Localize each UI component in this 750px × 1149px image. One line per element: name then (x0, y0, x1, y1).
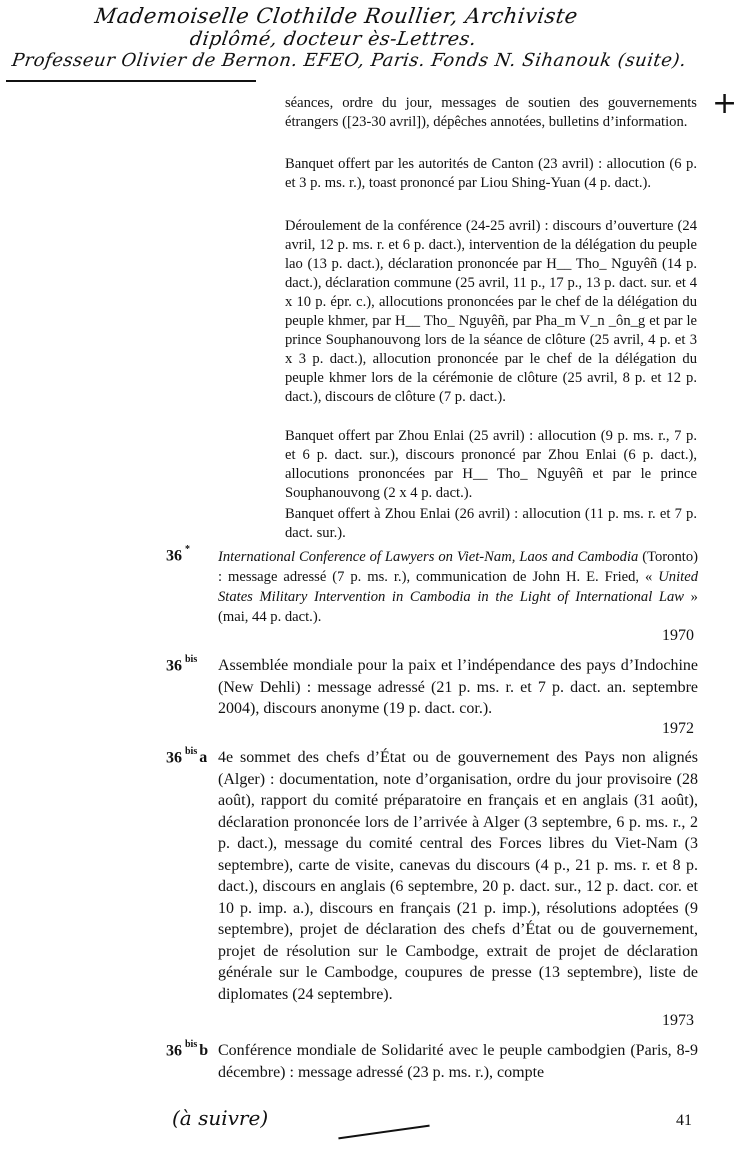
year-heading: 1973 (662, 1012, 694, 1029)
continuation-paragraph-4: Banquet offert par Zhou Enlai (25 avril) : allocution (9 p. ms. r., 7 p. et 6 p. dact. sur.), discours prononcé par Zhou Enlai (6 p. dact.), allocutions prononcées par H__ Tho_ Nguyêñ et par le prince Souphanouvong (2 x 4 p. dact.). (285, 428, 697, 501)
handwritten-header-line-3: Professeur Olivier de Bernon. EFEO, Paris. Fonds N. Sihanouk (suite). (10, 50, 688, 71)
page-mark-icon: + (712, 86, 738, 121)
entry-number: 36 $^{bis}$ a (166, 746, 208, 767)
handwritten-header-line-1: Mademoiselle Clothilde Roullier, Archiviste (93, 4, 580, 28)
handwritten-header-line-2: diplômé, docteur ès-Lettres. (188, 28, 478, 50)
entry-36bis-assemblee: Assemblée mondiale pour la paix et l’indépendance des pays d’Indochine (New Dehli) : message adressé (21 p. ms. r. et 7 p. dact. an. septembre 2004), discours anonyme (19 p. dact. cor.). (218, 657, 698, 717)
continuation-paragraph-3: Déroulement de la conférence (24-25 avril) : discours d’ouverture (24 avril, 12 p. ms. r. et 6 p. dact.), intervention de la délégation du peuple lao (13 p. dact.), déclaration prononcée par H__ Tho_ Nguyêñ (14 p. dact.), déclaration commune (25 avril, 11 p., 17 p., 13 p. dact. sur. et 4 x 10 p. épr. c.), allocutions prononcées par le chef de la délégation du peuple khmer, par H__ Tho_ Nguyêñ, par Pha_m V_n _ôn_g et par le prince Souphanouvong lors de la séance de clôture (25 avril, 4 p. et 3 x 3 p. dact.), allocution prononcée par le chef de la délégation du peuple khmer lors de la cérémonie de clôture (25 avril, 8 p. et 12 p. dact.), discours de clôture (7 p. dact.). (285, 218, 697, 405)
entry-36bis-a-sommet: 4e sommet des chefs d’État ou de gouvernement des Pays non alignés (Alger) : documentation, note d’organisation, ordre du jour provisoire (28 août), rapport du comité préparatoire en français et en anglais (31 août), déclaration prononcée lors de l’arrivée à Alger (3 septembre, 6 p. ms. r., 2 p. dact.), message du comité central des Forces libres du Viet-Nam (3 septembre), carte de visite, canevas du discours (4 p., 21 p. ms. r. et 8 p. dact.), discours en anglais (6 septembre, 20 p. dact. sur., 12 p. dact. cor. et 10 p. imp. a.), discours en français (21 p. imp.), résolutions adoptées (9 septembre), projet de déclaration des chefs d’État ou de gouvernement, projet de résolution sur le Cambodge, extrait de projet de déclaration générale sur le Cambodge, coupures de presse (13 septembre), liste de diplomates (24 septembre). (218, 749, 698, 1003)
continuation-paragraph-5: Banquet offert à Zhou Enlai (26 avril) : allocution (11 p. ms. r. et 7 p. dact. sur.). (285, 506, 697, 541)
page-number: 41 (676, 1112, 692, 1129)
entry-number: 36 $^{bis}$ (166, 654, 198, 675)
continuation-paragraph-2: Banquet offert par les autorités de Canton (23 avril) : allocution (6 p. et 3 p. ms. r.), toast prononcé par Liou Shing-Yuan (4 p. dact.). (285, 156, 697, 191)
entry-36bis-b-conference: Conférence mondiale de Solidarité avec le peuple cambodgien (Paris, 8-9 décembre) : message adressé (23 p. ms. r.), compte (218, 1042, 698, 1081)
continuation-paragraph-1: séances, ordre du jour, messages de soutien des gouvernements étrangers ([23-30 avril]), dépêches annotées, bulletins d’information. (285, 95, 697, 130)
year-heading: 1972 (662, 720, 694, 737)
handwritten-continuation-note: (à suivre) (172, 1106, 269, 1130)
entry-number: 36 * (166, 544, 190, 565)
entry-36-lawyers-conference: International Conference of Lawyers on Viet-Nam, Laos and Cambodia (Toronto) : message adressé (7 p. ms. r.), communication de John H. E. Fried, « United States Military Intervention in Cambodia in the Light of International Law » (mai, 44 p. dact.). (218, 549, 698, 625)
header-underline (6, 80, 256, 82)
year-heading: 1970 (662, 627, 694, 644)
entry-number: 36 $^{bis}$ b (166, 1039, 209, 1060)
